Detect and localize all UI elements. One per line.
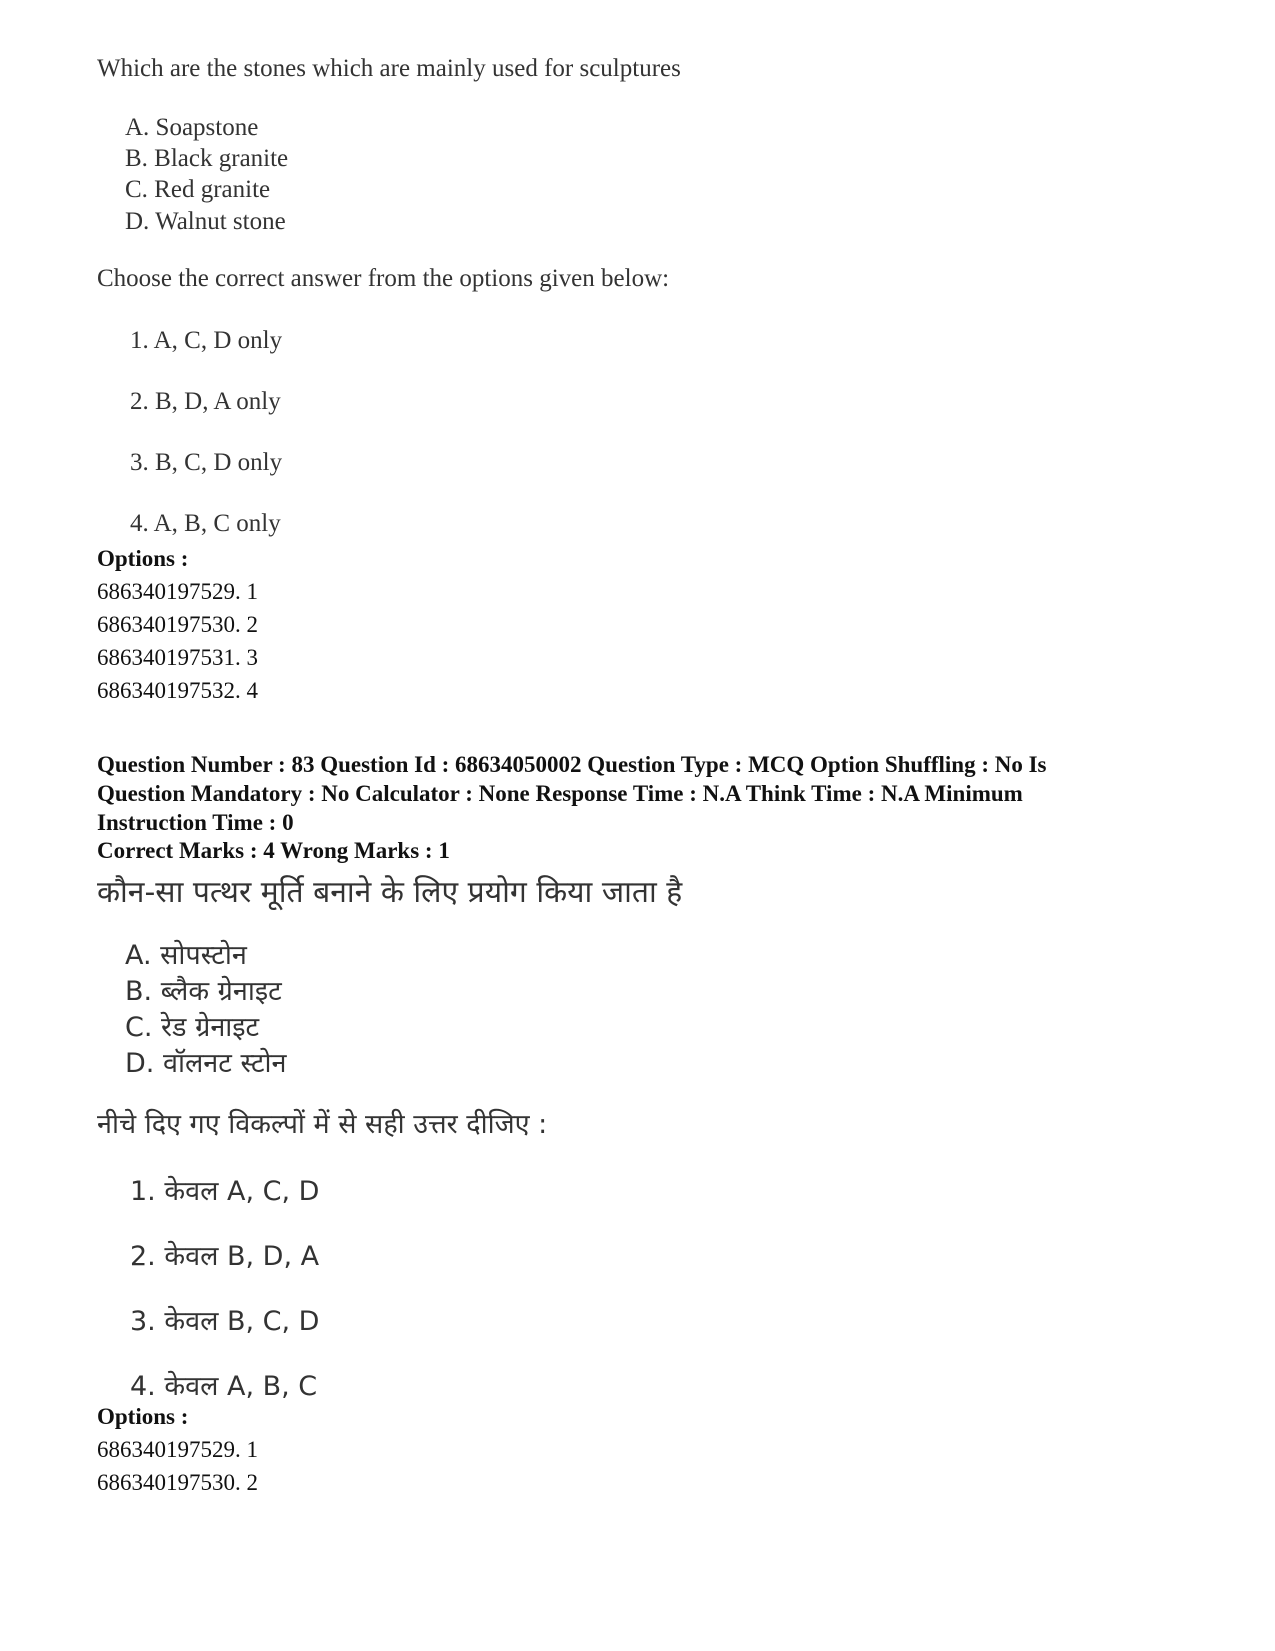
instruction-text: Choose the correct answer from the options given below:	[97, 265, 670, 292]
statement-b-hindi: B. ब्लैक ग्रेनाइट	[125, 976, 282, 1007]
choice-2: 2. B, D, A only	[130, 388, 281, 415]
option-id-2: 686340197530. 2	[97, 612, 258, 637]
meta-line-3: Instruction Time : 0	[97, 810, 294, 835]
statement-b: B. Black granite	[125, 145, 289, 172]
choice-3: 3. B, C, D only	[130, 449, 283, 476]
statement-d: D. Walnut stone	[125, 208, 286, 235]
question-meta	[97, 750, 1177, 837]
option-id-4: 686340197532. 4	[97, 678, 258, 703]
statement-a: A. Soapstone	[125, 114, 259, 141]
option-id-3: 686340197531. 3	[97, 645, 258, 670]
choice-1-hindi: 1. केवल A, C, D	[130, 1176, 320, 1207]
option-id-2-b: 686340197530. 2	[97, 1470, 258, 1495]
statement-c-hindi: C. रेड ग्रेनाइट	[125, 1012, 260, 1043]
options-label: Options :	[97, 546, 189, 571]
choice-1: 1. A, C, D only	[130, 327, 283, 354]
question-text: Which are the stones which are mainly used for sculptures	[97, 55, 681, 82]
choice-4-hindi: 4. केवल A, B, C	[130, 1371, 318, 1402]
statement-d-hindi: D. वॉलनट स्टोन	[125, 1048, 287, 1079]
marks-line: Correct Marks : 4 Wrong Marks : 1	[97, 838, 450, 863]
choice-2-hindi: 2. केवल B, D, A	[130, 1241, 320, 1272]
instruction-text-hindi: नीचे दिए गए विकल्पों में से सही उत्तर दीजिए :	[97, 1109, 548, 1140]
statement-a-hindi: A. सोपस्टोन	[125, 940, 247, 971]
meta-line-1: Question Number : 83 Question Id : 68634050002 Question Type : MCQ Option Shuffling : No Is	[97, 752, 1047, 777]
option-id-1: 686340197529. 1	[97, 579, 258, 604]
meta-line-2: Question Mandatory : No Calculator : None Response Time : N.A Think Time : N.A Minimum	[97, 781, 1023, 806]
statement-c: C. Red granite	[125, 176, 271, 203]
choice-3-hindi: 3. केवल B, C, D	[130, 1306, 320, 1337]
option-id-1-b: 686340197529. 1	[97, 1437, 258, 1462]
options-label-2: Options :	[97, 1404, 189, 1429]
choice-4: 4. A, B, C only	[130, 510, 281, 537]
question-text-hindi: कौन-सा पत्थर मूर्ति बनाने के लिए प्रयोग किया जाता है	[97, 875, 683, 910]
